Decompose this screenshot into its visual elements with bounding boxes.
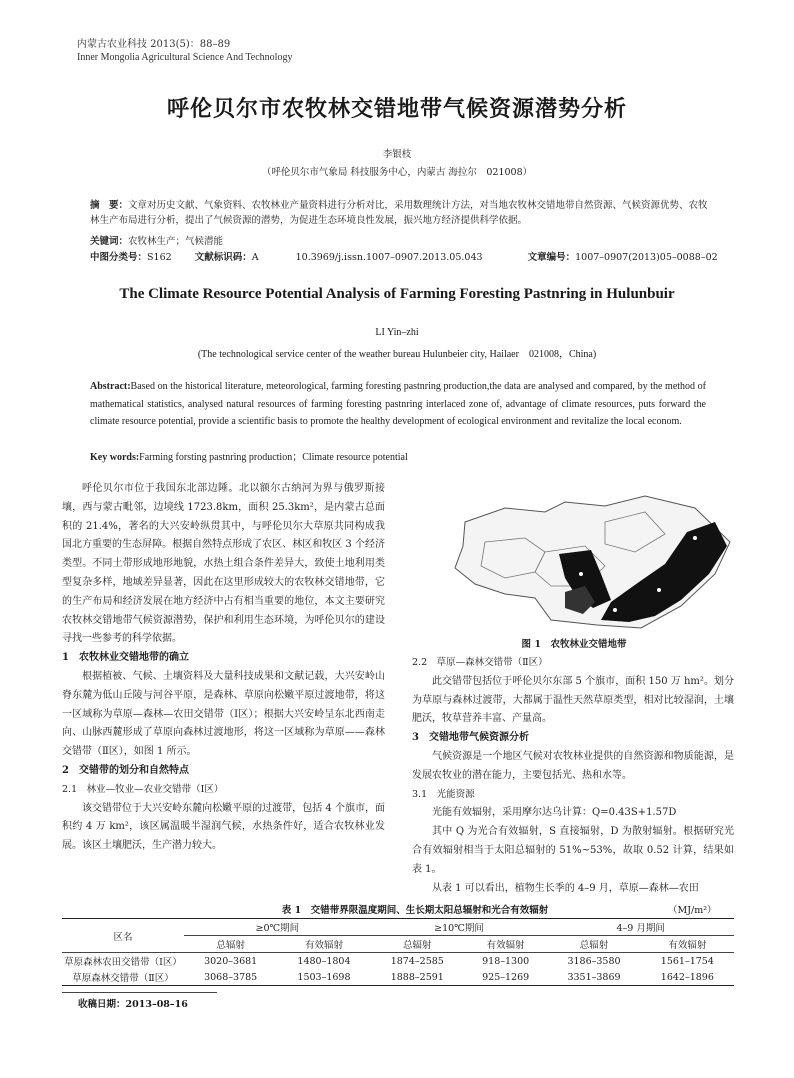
keywords-cn xyxy=(90,234,710,249)
author-en: LI Yin–zhi xyxy=(375,327,419,338)
keywords-cn-label: 关键词： xyxy=(90,236,129,247)
table-row xyxy=(62,969,734,986)
table-subheader: 有效辐射 xyxy=(668,940,707,951)
table-1-unit: （MJ/m²） xyxy=(668,905,717,916)
intro-paragraph: 呼伦贝尔市位于我国东北部边陲。北以额尔古纳河为界与俄罗斯接壤，西与蒙古毗邻，边境线 1723.8km，面积 25.3km²，是内蒙古总面积的 21.4%，著名的大兴安岭纵贯其中，与呼伦贝尔大草原共同构成我国北方重要的生态屏障。根据自然特点形成了农区、林区和牧区 3 个经济类型。不同土带形成地形地貌，水热土组合条件差异大，致使土地利用类型复杂多样，地域差异显著，因此在这里形成较大的农牧林交错地带，它的生产布局和经济发展在地方经济中占有相当重要的地位，本文主要研究农牧林交错地带气候资源潜势，保护和利用生态环境，为呼伦贝尔的建设寻找一些参考的科学依据。 xyxy=(62,483,385,645)
section-3-heading: 3 交错地带气候资源分析 xyxy=(412,732,529,744)
paper-title-en: The Climate Resource Potential Analysis of Farming Foresting Pastnring in Hulunbuir xyxy=(119,286,675,302)
classification-line xyxy=(90,250,730,265)
keywords-cn-text: 农牧林生产；气候潜能 xyxy=(128,236,224,247)
section-2-heading: 2 交错带的划分和自然特点 xyxy=(62,764,189,776)
abstract-cn xyxy=(90,198,710,228)
table-cell: 1888–2591 xyxy=(390,971,444,983)
author-cn: 李银枝 xyxy=(382,149,412,160)
abstract-en-text: Based on the historical literature, meteorological, farming foresting pastnring production,the data are analysed and compared, by the method of mathematical statistics, analysed natural resources of farming foresting pastnring interlaced zone of, advantage of climate resources, puts forward the climate resource potential, provide a scientific basis to promote the healthy development of ecological environment and revitalize the local econom. xyxy=(90,381,706,427)
paper-title-cn: 呼伦贝尔市农牧林交错地带气候资源潜势分析 xyxy=(166,96,627,122)
section-2-2-heading: 2.2 草原—森林交错带（Ⅱ区） xyxy=(412,657,548,668)
table-subheader: 总辐射 xyxy=(403,940,432,951)
table-cell: 1480–1804 xyxy=(297,955,351,967)
table-header-group: 4–9 月期间 xyxy=(547,919,734,936)
clc-label: 中图分类号： xyxy=(90,252,148,263)
section-3-1-heading: 3.1 光能资源 xyxy=(412,788,475,800)
table-cell: 3068–3785 xyxy=(204,971,258,983)
table-cell: 3351–3869 xyxy=(567,971,621,983)
abstract-cn-text: 文章对历史文献、气象资料、农牧林业产量资料进行分析对比，采用数理统计方法，对当地农牧林交错地带自然资源、气候资源优势、农牧林生产布局进行分析，提出了气候资源的潜势，为促进生态环境良性发展，振兴地方经济提供科学依据。 xyxy=(90,200,708,226)
table-cell: 3020–3681 xyxy=(204,955,258,967)
table-row xyxy=(62,953,734,970)
section-1-paragraph: 根据植被、气候、土壤资料及大量科技成果和文献记载，大兴安岭山脊东麓为低山丘陵与河谷平原，是森林、草原向松嫩平原过渡地带，将这一区域称为草原—森林—农田交错带（Ⅰ区）；根据大兴安岭呈东北西南走向、山脉西麓形成了草原向森林过渡地形，将这一区域称为草原——森林交错带（Ⅱ区），如图 1 所示。 xyxy=(62,670,385,758)
table-subheader: 总辐射 xyxy=(216,940,245,951)
keywords-en xyxy=(90,449,706,467)
section-2-1-paragraph: 该交错带位于大兴安岭东麓向松嫩平原的过渡带，包括 4 个旗市，面积约 4 万 km²，该区属温暖半湿润气候，水热条件好，适合农牧林业发展。该区土壤肥沃，生产潜力较大。 xyxy=(62,802,385,852)
right-column xyxy=(412,654,734,898)
abstract-en-label: Abstract: xyxy=(90,381,131,392)
doi: 10.3969/j.issn.1007–0907.2013.05.043 xyxy=(295,252,483,263)
table-header-region: 区名 xyxy=(113,931,133,943)
section-2-2-paragraph: 此交错带包括位于呼伦贝尔东部 5 个旗市，面积 150 万 hm²。划分为草原与森林过渡带，大都属于温性天然草原类型，相对比较湿润，土壤肥沃，牧草营养丰富、产量高。 xyxy=(412,675,734,725)
table-intro: 从表 1 可以看出，植物生长季的 4–9 月，草原—森林—农田 xyxy=(432,882,699,894)
article-no-value: 1007–0907(2013)05–0088–02 xyxy=(575,252,718,263)
affiliation-en: (The technological service center of the weather bureau Hulunbeier city, Hailaer 021008，China) xyxy=(197,349,597,360)
section-3-paragraph: 气候资源是一个地区气候对农牧林业提供的自然资源和物质能源，是发展农牧业的潜在能力，主要包括光、热和水等。 xyxy=(412,750,734,781)
table-1-caption: 表 1 交错带界限温度期间、生长期太阳总辐射和光合有效辐射 xyxy=(281,905,549,916)
table-header-group: ≥10℃期间 xyxy=(371,919,548,936)
footnote-rule xyxy=(62,992,217,993)
table-subheader: 有效辐射 xyxy=(304,940,343,951)
article-no-label: 文章编号： xyxy=(527,252,576,263)
table-header-group: ≥0℃期间 xyxy=(184,919,371,936)
section-2-1-heading: 2.1 林业—牧业—农业交错带（Ⅰ区） xyxy=(62,783,224,795)
section-1-heading: 1 农牧林业交错地带的确立 xyxy=(62,652,189,664)
doc-code-label: 文献标识码： xyxy=(194,252,252,263)
table-cell: 925–1269 xyxy=(482,971,530,983)
table-cell: 草原森林农田交错带（Ⅰ区） xyxy=(64,957,182,968)
journal-name-en: Inner Mongolia Agricultural Science And Technology xyxy=(77,52,293,63)
keywords-en-text: Farming forsting pastnring production；Climate resource potential xyxy=(139,452,408,463)
formula-paragraph: 光能有效辐射，采用摩尔达乌计算：Q=0.43S+1.57D xyxy=(432,807,677,819)
formula-explanation: 其中 Q 为光合有效辐射，S 直接辐射，D 为散射辐射。根据研究光合有效辐射相当于太阳总辐射的 51%~53%，故取 0.52 计算，结果如表 1。 xyxy=(412,826,734,875)
table-cell: 918–1300 xyxy=(482,955,530,967)
table-cell: 1642–1896 xyxy=(660,971,714,983)
table-cell: 1561–1754 xyxy=(660,955,714,967)
keywords-en-label: Key words: xyxy=(90,452,140,463)
abstract-en xyxy=(90,378,706,431)
left-column xyxy=(62,480,385,856)
clc-value: S162 xyxy=(147,252,172,263)
received-date: 收稿日期：2013–08–16 xyxy=(78,999,188,1010)
affiliation-cn: （呼伦贝尔市气象局 科技服务中心，内蒙古 海拉尔 021008） xyxy=(261,167,533,178)
table-subheader: 有效辐射 xyxy=(486,940,525,951)
table-cell: 3186–3580 xyxy=(567,955,621,967)
doc-code-value: A xyxy=(251,252,259,263)
table-1 xyxy=(62,918,734,986)
journal-citation: 内蒙古农业科技 2013(5)：88–89 xyxy=(77,39,231,50)
figure-1-map xyxy=(415,482,735,632)
table-subheader: 总辐射 xyxy=(579,940,609,951)
table-cell: 草原森林交错带（Ⅱ区） xyxy=(72,973,174,984)
table-cell: 1874–2585 xyxy=(390,955,444,967)
table-cell: 1503–1698 xyxy=(297,971,351,983)
figure-1-caption: 图 1 农牧林业交错地带 xyxy=(521,639,627,650)
map-graphic xyxy=(415,482,735,632)
abstract-cn-label: 摘 要： xyxy=(90,200,129,211)
